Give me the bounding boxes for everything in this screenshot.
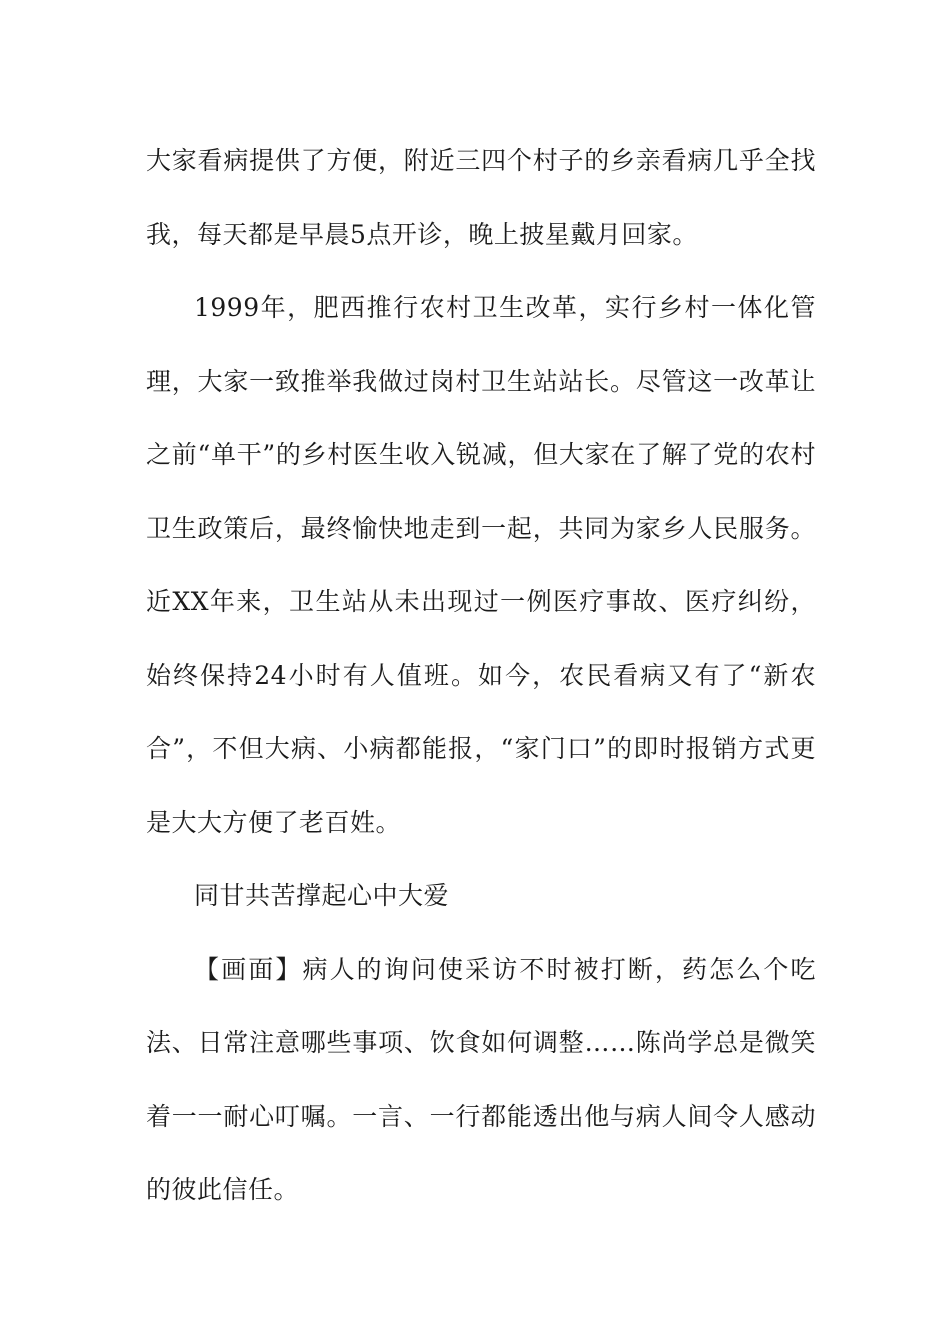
paragraph-continuation: 大家看病提供了方便，附近三四个村子的乡亲看病几乎全找我，每天都是早晨5点开诊，晚上披星戴月回家。 [146,146,816,249]
paragraph-health-reform: 1999年，肥西推行农村卫生改革，实行乡村一体化管理，大家一致推举我做过岗村卫生站站长。尽管这一改革让之前“单干”的乡村医生收入锐减，但大家在了解了党的农村卫生政策后，最终愉快地走到一起，共同为家乡人民服务。近XX年来，卫生站从未出现过一例医疗事故、医疗纠纷，始终保持24小时有人值班。如今，农民看病又有了“新农合”，不但大病、小病都能报，“家门口”的即时报销方式更是大大方便了老百姓。 [146,293,816,837]
section-heading: 同甘共苦撑起心中大爱 [194,881,450,910]
paragraph-scene: 【画面】病人的询问使采访不时被打断，药怎么个吃法、日常注意哪些事项、饮食如何调整……陈尚学总是微笑着一一耐心叮嘱。一言、一行都能透出他与病人间令人感动的彼此信任。 [146,954,816,1204]
body-text [146,124,816,1227]
